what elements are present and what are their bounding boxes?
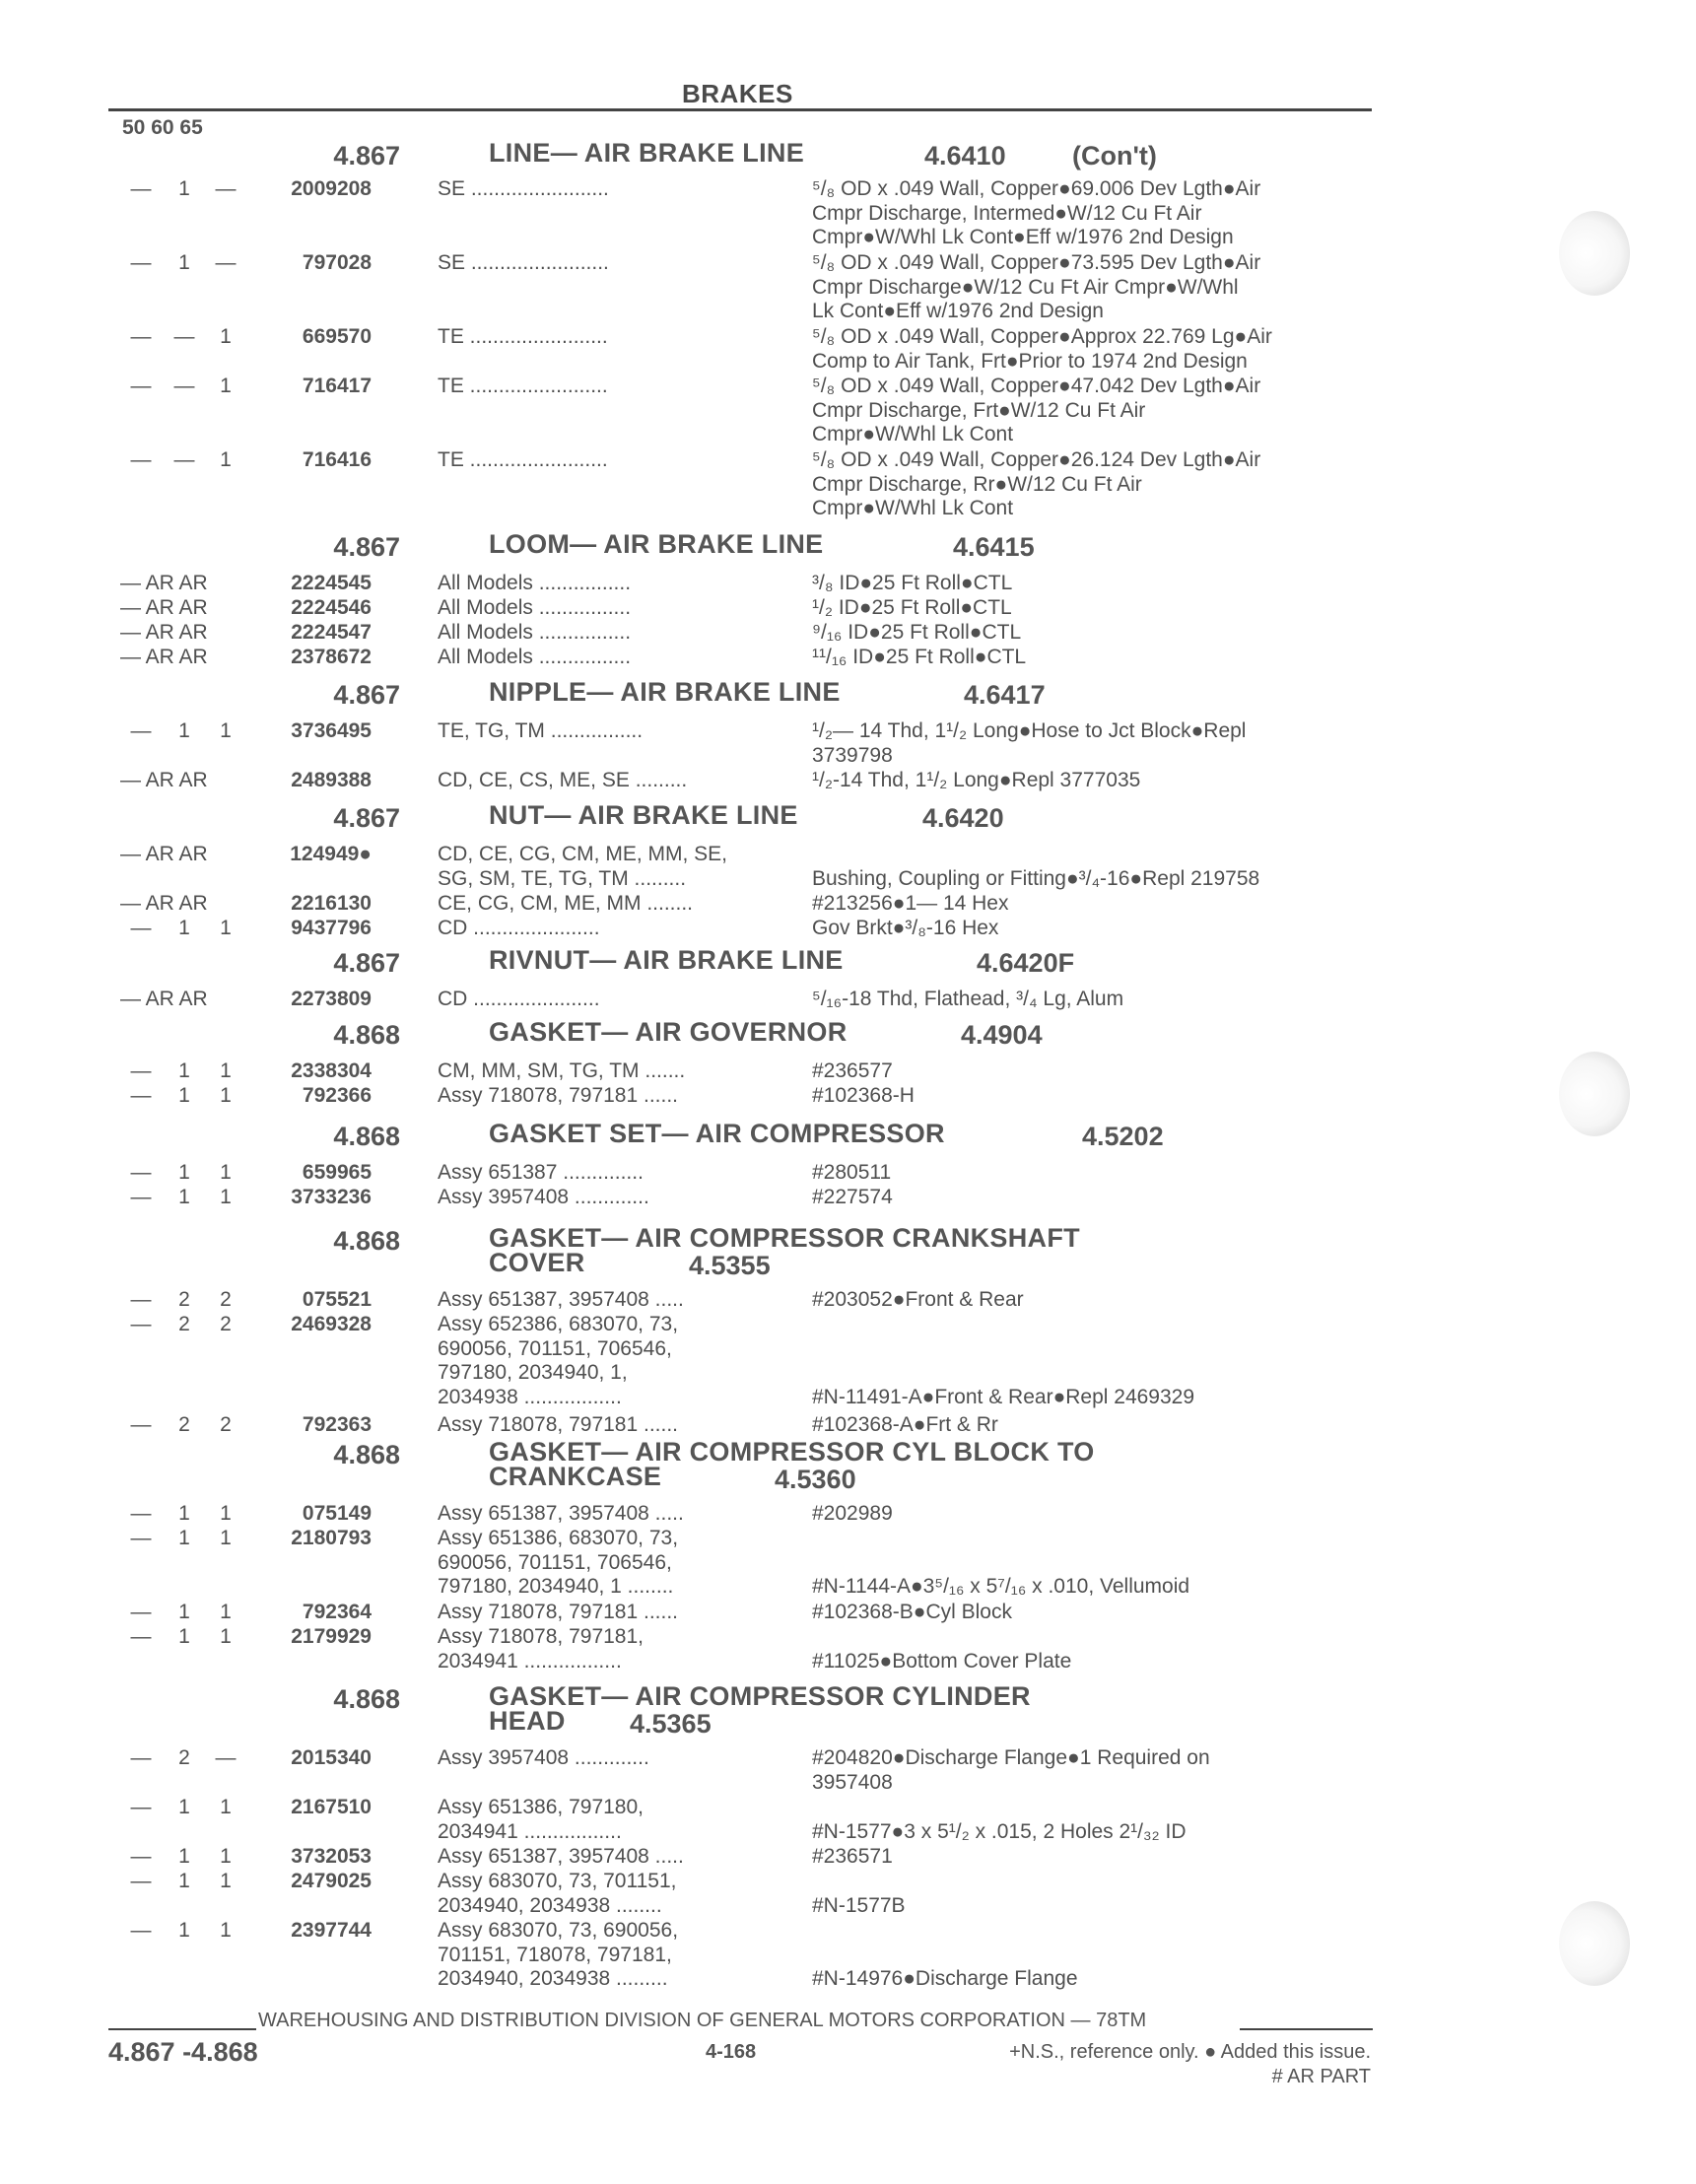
model-columns-header: 50 60 65: [122, 116, 203, 139]
application: Assy 651387, 3957408 .....: [438, 1502, 684, 1525]
application: Assy 718078, 797181, 2034941 .................: [438, 1625, 644, 1672]
application: Assy 652386, 683070, 73, 690056, 701151, 706546, 797180, 2034940, 1, 2034938 .................: [438, 1313, 679, 1408]
section-header: [0, 1681, 1696, 1739]
section-code: 4.867: [333, 803, 400, 833]
part-description: #236571: [812, 1845, 893, 1868]
part-description: ¹/₂ ID●25 Ft Roll●CTL: [812, 596, 1012, 619]
part-description: #102368-H: [812, 1084, 915, 1107]
application: TE, TG, TM ................: [438, 719, 644, 742]
application: Assy 651386, 797180, 2034941 .................: [438, 1796, 644, 1843]
section-code: 4.867: [333, 532, 400, 562]
section-ref: 4.6417: [964, 680, 1046, 710]
application: All Models ................: [438, 621, 632, 644]
section-code: 4.868: [333, 1020, 400, 1050]
part-number: 2273809: [291, 988, 372, 1010]
section-ref: 4.5202: [1082, 1122, 1164, 1151]
application: Assy 683070, 73, 690056, 701151, 718078, 797181, 2034940, 2034938 .........: [438, 1919, 679, 1990]
part-number: 2180793: [291, 1527, 372, 1549]
section-ref: 4.5360: [775, 1465, 856, 1494]
model-quantity: —: [130, 1796, 152, 1818]
model-quantity: 1: [220, 1845, 232, 1868]
section-code: 4.868: [333, 1440, 400, 1469]
punch-hole-top: [1559, 211, 1630, 296]
section-header: [0, 677, 1696, 717]
part-number: 2224546: [291, 596, 372, 619]
model-quantities: — AR AR: [120, 769, 208, 791]
model-quantity: —: [173, 325, 195, 348]
application: Assy 3957408 .............: [438, 1746, 649, 1769]
model-quantity: —: [215, 251, 237, 274]
model-quantity: 2: [178, 1746, 190, 1769]
part-number: 797028: [302, 251, 372, 274]
model-quantities: — AR AR: [120, 843, 208, 865]
model-quantity: 1: [178, 719, 190, 742]
model-quantity: 1: [220, 1059, 232, 1082]
section-header: [0, 138, 1696, 178]
part-description: ⁵/₈ OD x .049 Wall, Copper●73.595 Dev Lgth●Air Cmpr Discharge●W/12 Cu Ft Air Cmpr●W/Whl Lk Cont●Eff w/1976 2nd Design: [812, 251, 1261, 322]
part-description: ⁹/₁₆ ID●25 Ft Roll●CTL: [812, 621, 1022, 644]
part-number: 2469328: [291, 1313, 372, 1335]
model-quantity: —: [130, 1527, 152, 1549]
part-description: #N-1577B: [812, 1893, 906, 1917]
model-quantities: — AR AR: [120, 892, 208, 915]
part-number: 2338304: [291, 1059, 372, 1082]
application: All Models ................: [438, 646, 632, 668]
footer-page-number: 4-168: [706, 2041, 757, 2063]
model-quantity: 1: [178, 1919, 190, 1942]
section-title: NIPPLE— AIR BRAKE LINE: [489, 677, 841, 707]
application: Assy 718078, 797181 ......: [438, 1413, 679, 1436]
section-header: [0, 945, 1696, 986]
part-description: #202989: [812, 1502, 893, 1525]
model-quantity: —: [130, 1059, 152, 1082]
model-quantity: —: [130, 1288, 152, 1311]
page-heading: BRAKES: [682, 79, 793, 108]
part-description: #N-1577●3 x 5¹/₂ x .015, 2 Holes 2¹/₃₂ ID: [812, 1819, 1187, 1843]
application: CE, CG, CM, ME, MM ........: [438, 892, 694, 915]
part-number: 716417: [302, 375, 372, 397]
model-quantity: —: [130, 177, 152, 200]
model-quantity: 1: [220, 1796, 232, 1818]
model-quantity: —: [173, 375, 195, 397]
section-code: 4.867: [333, 948, 400, 978]
section-code: 4.868: [333, 1684, 400, 1714]
section-title: GASKET— AIR COMPRESSOR CYL BLOCK TO: [489, 1437, 1095, 1467]
section-ref: 4.6420: [922, 803, 1004, 833]
part-description: ⁵/₈ OD x .049 Wall, Copper●69.006 Dev Lgth●Air Cmpr Discharge, Intermed●W/12 Cu Ft Air Cmpr●W/Whl Lk Cont●Eff w/1976 2nd Design: [812, 177, 1261, 248]
model-quantity: 1: [220, 1919, 232, 1942]
model-quantity: 1: [178, 1084, 190, 1107]
model-quantity: 1: [220, 719, 232, 742]
footer-division: WAREHOUSING AND DISTRIBUTION DIVISION OF GENERAL MOTORS CORPORATION — 78TM: [258, 2010, 1147, 2031]
model-quantity: 1: [178, 251, 190, 274]
model-quantity: 1: [178, 1161, 190, 1184]
model-quantity: 1: [178, 1059, 190, 1082]
section-title: RIVNUT— AIR BRAKE LINE: [489, 945, 844, 975]
section-ref: 4.6420F: [977, 948, 1075, 978]
model-quantity: 1: [220, 1186, 232, 1208]
model-quantity: 1: [220, 1084, 232, 1107]
application: Assy 3957408 .............: [438, 1186, 649, 1208]
model-quantity: 1: [220, 375, 232, 397]
model-quantity: —: [130, 719, 152, 742]
section-header: [0, 800, 1696, 841]
part-description: ³/₈ ID●25 Ft Roll●CTL: [812, 572, 1013, 594]
part-description: #203052●Front & Rear: [812, 1288, 1024, 1311]
part-description: #280511: [812, 1161, 892, 1184]
model-quantities: — AR AR: [120, 646, 208, 668]
footer-rule-right: [1240, 2028, 1373, 2030]
application: All Models ................: [438, 572, 632, 594]
model-quantity: 1: [178, 1796, 190, 1818]
part-number: 124949●: [290, 843, 372, 865]
section-code: 4.868: [333, 1226, 400, 1256]
section-title: GASKET SET— AIR COMPRESSOR: [489, 1119, 945, 1148]
part-description: #N-14976●Discharge Flange: [812, 1967, 1078, 1990]
part-description: #213256●1— 14 Hex: [812, 892, 1009, 915]
footer-range: 4.867 -4.868: [108, 2037, 258, 2067]
footer-ar-legend: # AR PART: [1271, 2066, 1371, 2087]
part-number: 2015340: [291, 1746, 372, 1769]
model-quantity: 2: [178, 1288, 190, 1311]
model-quantities: — AR AR: [120, 988, 208, 1010]
footer-note-legend: +N.S., reference only. ● Added this issue.: [1009, 2041, 1371, 2063]
part-description: #236577: [812, 1059, 893, 1082]
model-quantity: —: [130, 1746, 152, 1769]
section-ref: 4.5365: [630, 1709, 712, 1739]
model-quantity: —: [130, 251, 152, 274]
model-quantity: —: [130, 1870, 152, 1892]
application: Assy 718078, 797181 ......: [438, 1601, 679, 1623]
model-quantity: —: [215, 177, 237, 200]
model-quantity: —: [130, 1625, 152, 1648]
part-number: 3733236: [291, 1186, 372, 1208]
application: TE ........................: [438, 375, 608, 397]
part-description: #227574: [812, 1186, 893, 1208]
application: CM, MM, SM, TG, TM .......: [438, 1059, 686, 1082]
part-number: 2397744: [291, 1919, 372, 1942]
model-quantity: 1: [178, 1502, 190, 1525]
section-title: GASKET— AIR COMPRESSOR CRANKSHAFT: [489, 1223, 1080, 1253]
header-rule: [108, 108, 1372, 111]
section-code: 4.867: [333, 680, 400, 710]
application: All Models ................: [438, 596, 632, 619]
model-quantity: 1: [178, 1845, 190, 1868]
part-description: ⁵/₈ OD x .049 Wall, Copper●Approx 22.769 Lg●Air Comp to Air Tank, Frt●Prior to 1974 2nd Design: [812, 325, 1272, 373]
part-number: 2489388: [291, 769, 372, 791]
section-header: [0, 529, 1696, 570]
model-quantity: 1: [178, 177, 190, 200]
model-quantity: 2: [220, 1288, 232, 1311]
part-number: 716416: [302, 448, 372, 471]
model-quantity: 1: [220, 917, 232, 939]
part-description: #11025●Bottom Cover Plate: [812, 1649, 1072, 1672]
part-number: 3736495: [291, 719, 372, 742]
part-description: ¹/₂— 14 Thd, 1¹/₂ Long●Hose to Jct Block●Repl 3739798: [812, 719, 1247, 767]
model-quantity: —: [130, 1919, 152, 1942]
model-quantity: 1: [178, 1527, 190, 1549]
part-description: #102368-B●Cyl Block: [812, 1601, 1012, 1623]
part-description: ¹/₂-14 Thd, 1¹/₂ Long●Repl 3777035: [812, 769, 1141, 791]
application: Assy 651387, 3957408 .....: [438, 1288, 684, 1311]
application: Assy 651387, 3957408 .....: [438, 1845, 684, 1868]
model-quantity: 1: [220, 1601, 232, 1623]
model-quantity: —: [130, 1084, 152, 1107]
model-quantity: 1: [178, 1625, 190, 1648]
part-number: 2216130: [291, 892, 372, 915]
application: TE ........................: [438, 448, 608, 471]
application: TE ........................: [438, 325, 608, 348]
part-description: ⁵/₁₆-18 Thd, Flathead, ³/₄ Lg, Alum: [812, 988, 1124, 1010]
punch-hole-bottom: [1559, 1901, 1630, 1986]
model-quantity: —: [130, 448, 152, 471]
model-quantity: 1: [220, 448, 232, 471]
model-quantity: 1: [178, 1601, 190, 1623]
footer-rule-left: [108, 2028, 256, 2030]
part-number: 9437796: [291, 917, 372, 939]
model-quantity: 2: [220, 1413, 232, 1436]
application: Assy 651387 ..............: [438, 1161, 644, 1184]
part-description: ⁵/₈ OD x .049 Wall, Copper●47.042 Dev Lgth●Air Cmpr Discharge, Frt●W/12 Cu Ft Air Cmpr●W/Whl Lk Cont: [812, 375, 1261, 445]
part-number: 3732053: [291, 1845, 372, 1868]
application: Assy 683070, 73, 701151, 2034940, 2034938 ........: [438, 1870, 677, 1917]
model-quantities: — AR AR: [120, 596, 208, 619]
model-quantity: 1: [220, 1527, 232, 1549]
application: CD ......................: [438, 988, 600, 1010]
part-number: 075521: [302, 1288, 372, 1311]
part-description: #102368-A●Frt & Rr: [812, 1413, 998, 1436]
part-number: 669570: [302, 325, 372, 348]
section-ref: 4.6410: [924, 141, 1006, 171]
part-number: 659965: [302, 1161, 372, 1184]
section-ref: 4.6415: [953, 532, 1035, 562]
application: Assy 718078, 797181 ......: [438, 1084, 679, 1107]
model-quantity: —: [130, 375, 152, 397]
model-quantity: 1: [220, 1161, 232, 1184]
part-description: Bushing, Coupling or Fitting●³/₄-16●Repl 219758: [812, 866, 1260, 890]
section-title: NUT— AIR BRAKE LINE: [489, 800, 798, 830]
model-quantity: 1: [220, 1625, 232, 1648]
model-quantity: —: [130, 1502, 152, 1525]
model-quantity: 1: [220, 1502, 232, 1525]
section-header: [0, 1017, 1696, 1058]
section-header: [0, 1119, 1696, 1159]
part-number: 792366: [302, 1084, 372, 1107]
section-ref: 4.5355: [689, 1251, 771, 1280]
model-quantity: 1: [178, 1186, 190, 1208]
model-quantity: 2: [178, 1313, 190, 1335]
model-quantity: —: [130, 1845, 152, 1868]
model-quantity: —: [215, 1746, 237, 1769]
part-number: 2009208: [291, 177, 372, 200]
part-number: 792364: [302, 1601, 372, 1623]
part-description: ¹¹/₁₆ ID●25 Ft Roll●CTL: [812, 646, 1027, 668]
model-quantity: 1: [178, 917, 190, 939]
model-quantity: 2: [178, 1413, 190, 1436]
section-title-continued: COVER: [489, 1248, 585, 1277]
model-quantity: —: [130, 1601, 152, 1623]
model-quantity: 2: [220, 1313, 232, 1335]
application: Assy 651386, 683070, 73, 690056, 701151, 706546, 797180, 2034940, 1 ........: [438, 1527, 679, 1598]
model-quantities: — AR AR: [120, 621, 208, 644]
model-quantity: —: [130, 325, 152, 348]
section-title: LINE— AIR BRAKE LINE: [489, 138, 805, 168]
model-quantity: —: [130, 917, 152, 939]
section-code: 4.868: [333, 1122, 400, 1151]
section-suffix: (Con't): [1072, 141, 1157, 171]
application: CD, CE, CS, ME, SE .........: [438, 769, 688, 791]
model-quantity: —: [130, 1413, 152, 1436]
section-code: 4.867: [333, 141, 400, 171]
section-header: [0, 1223, 1696, 1280]
model-quantity: 1: [220, 325, 232, 348]
part-description: ⁵/₈ OD x .049 Wall, Copper●26.124 Dev Lgth●Air Cmpr Discharge, Rr●W/12 Cu Ft Air Cmpr●W/Whl Lk Cont: [812, 448, 1261, 519]
application: SE ........................: [438, 177, 609, 200]
part-number: 2224545: [291, 572, 372, 594]
part-description: #N-11491-A●Front & Rear●Repl 2469329: [812, 1385, 1195, 1408]
model-quantity: 1: [220, 1870, 232, 1892]
section-title: GASKET— AIR GOVERNOR: [489, 1017, 848, 1047]
application: CD ......................: [438, 917, 600, 939]
model-quantity: —: [173, 448, 195, 471]
section-title: GASKET— AIR COMPRESSOR CYLINDER: [489, 1681, 1031, 1711]
application: SE ........................: [438, 251, 609, 274]
part-number: 2179929: [291, 1625, 372, 1648]
section-title-continued: CRANKCASE: [489, 1462, 662, 1491]
part-description: #204820●Discharge Flange●1 Required on 3957408: [812, 1746, 1210, 1794]
part-number: 075149: [302, 1502, 372, 1525]
part-number: 2479025: [291, 1870, 372, 1892]
part-number: 2378672: [291, 646, 372, 668]
part-description: Gov Brkt●³/₈-16 Hex: [812, 917, 999, 939]
model-quantity: —: [130, 1313, 152, 1335]
section-title-continued: HEAD: [489, 1706, 566, 1736]
part-number: 2167510: [291, 1796, 372, 1818]
model-quantities: — AR AR: [120, 572, 208, 594]
model-quantity: 1: [178, 1870, 190, 1892]
model-quantity: —: [130, 1186, 152, 1208]
model-quantity: —: [130, 1161, 152, 1184]
section-title: LOOM— AIR BRAKE LINE: [489, 529, 824, 559]
section-ref: 4.4904: [961, 1020, 1043, 1050]
application: CD, CE, CG, CM, ME, MM, SE, SG, SM, TE, TG, TM .........: [438, 843, 728, 890]
part-description: #N-1144-A●3⁵/₁₆ x 5⁷/₁₆ x .010, Vellumoid: [812, 1575, 1190, 1598]
part-number: 2224547: [291, 621, 372, 644]
part-number: 792363: [302, 1413, 372, 1436]
section-header: [0, 1437, 1696, 1494]
